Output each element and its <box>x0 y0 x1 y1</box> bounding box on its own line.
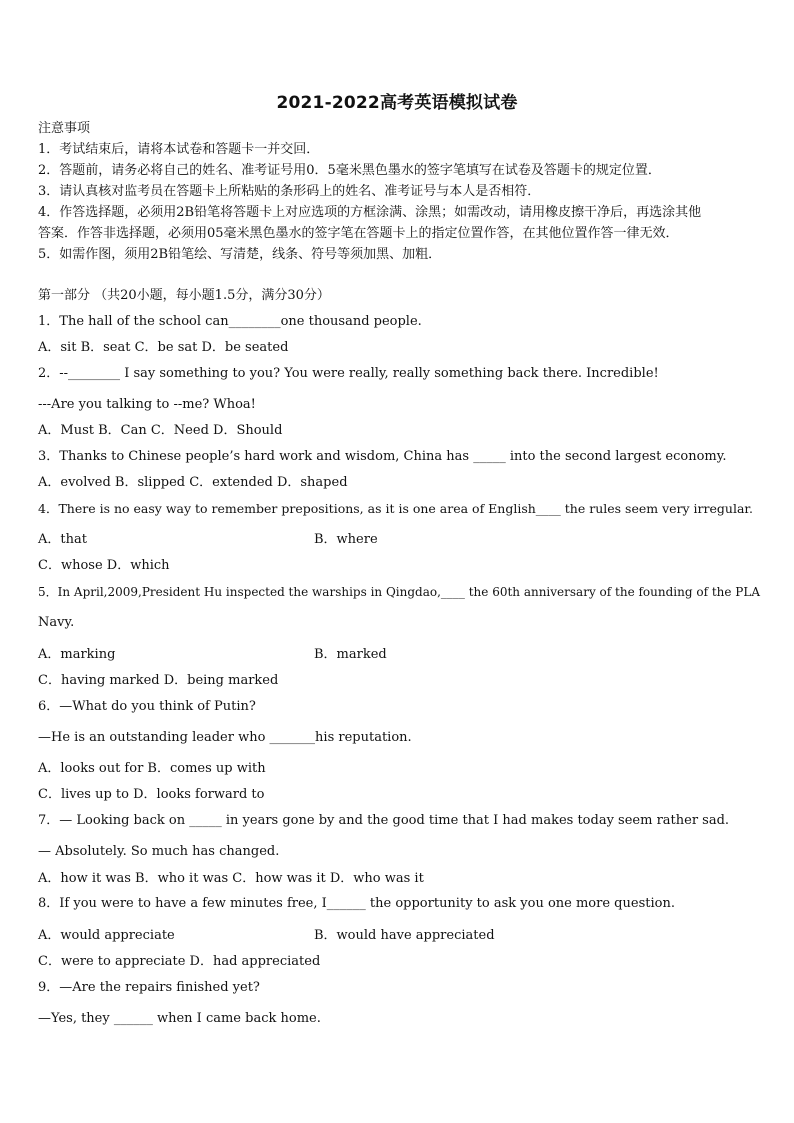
option-b: B．would have appreciated <box>314 928 495 943</box>
question-options: A．evolved B．slipped C．extended D．shaped <box>38 475 348 490</box>
section-heading: 第一部分 （共20小题，每小题1.5分，满分30分） <box>38 288 330 303</box>
question-stem: 7．— Looking back on _____ in years gone by and the good time that I had makes today seem rather sad. <box>38 813 730 828</box>
question-options: A．sit B．seat C．be sat D．be seated <box>38 340 289 355</box>
question-stem: 4．There is no easy way to remember prepositions, as it is one area of English____ the rules seem very irregular. <box>38 501 753 516</box>
option-b: B．marked <box>314 647 387 662</box>
question-options: A．looks out for B．comes up with <box>38 761 266 776</box>
question-options: C．lives up to D．looks forward to <box>38 787 265 802</box>
question-stem-continued: — Absolutely. So much has changed. <box>38 844 280 859</box>
question-stem: 9．—Are the repairs finished yet? <box>38 980 260 995</box>
question-options: A．how it was B．who it was C．how was it D．who was it <box>38 871 424 886</box>
question-stem: 3．Thanks to Chinese people’s hard work and wisdom, China has _____ into the second largest economy. <box>38 449 727 464</box>
question-stem-continued: ---Are you talking to --me? Whoa! <box>38 397 256 412</box>
notice-item: 2．答题前，请务必将自己的姓名、准考证号用0．5毫米黑色墨水的签字笔填写在试卷及答题卡的规定位置． <box>38 163 661 178</box>
option-a: A．that <box>38 532 87 547</box>
question-stem: 2．--________ I say something to you? You were really, really something back there. Incredible! <box>38 366 659 381</box>
question-stem-continued: —He is an outstanding leader who _______his reputation. <box>38 730 412 745</box>
question-stem: 8．If you were to have a few minutes free, I______ the opportunity to ask you one more question. <box>38 896 675 911</box>
question-options: C．having marked D．being marked <box>38 673 279 688</box>
question-stem-continued: —Yes, they ______ when I came back home. <box>38 1011 321 1026</box>
question-stem: 6．—What do you think of Putin? <box>38 699 256 714</box>
question-stem-continued: Navy. <box>38 615 75 630</box>
option-a: A．marking <box>38 647 116 662</box>
question-stem: 1．The hall of the school can________one thousand people. <box>38 314 422 329</box>
option-b: B．where <box>314 532 378 547</box>
notice-heading: 注意事项 <box>38 121 91 136</box>
question-options: A．Must B．Can C．Need D．Should <box>38 423 283 438</box>
notice-item: 3．请认真核对监考员在答题卡上所粘贴的条形码上的姓名、准考证号与本人是否相符． <box>38 184 541 199</box>
notice-item: 5．如需作图，须用2B铅笔绘、写清楚，线条、符号等须加黑、加粗． <box>38 247 442 262</box>
question-stem: 5．In April,2009,President Hu inspected the warships in Qingdao,____ the 60th anniversary of the founding of the PLA <box>38 585 761 599</box>
question-options: C．were to appreciate D．had appreciated <box>38 954 321 969</box>
page-title: 2021-2022高考英语模拟试卷 <box>276 93 518 113</box>
option-a: A．would appreciate <box>38 928 175 943</box>
question-options: C．whose D．which <box>38 558 170 573</box>
notice-item: 答案．作答非选择题，必须用05毫米黑色墨水的签字笔在答题卡上的指定位置作答，在其他位置作答一律无效． <box>38 226 679 241</box>
notice-item: 1．考试结束后，请将本试卷和答题卡一并交回． <box>38 142 320 157</box>
notice-item: 4．作答选择题，必须用2B铅笔将答题卡上对应选项的方框涂满、涂黑；如需改动，请用橡皮擦干净后，再选涂其他 <box>38 205 702 220</box>
